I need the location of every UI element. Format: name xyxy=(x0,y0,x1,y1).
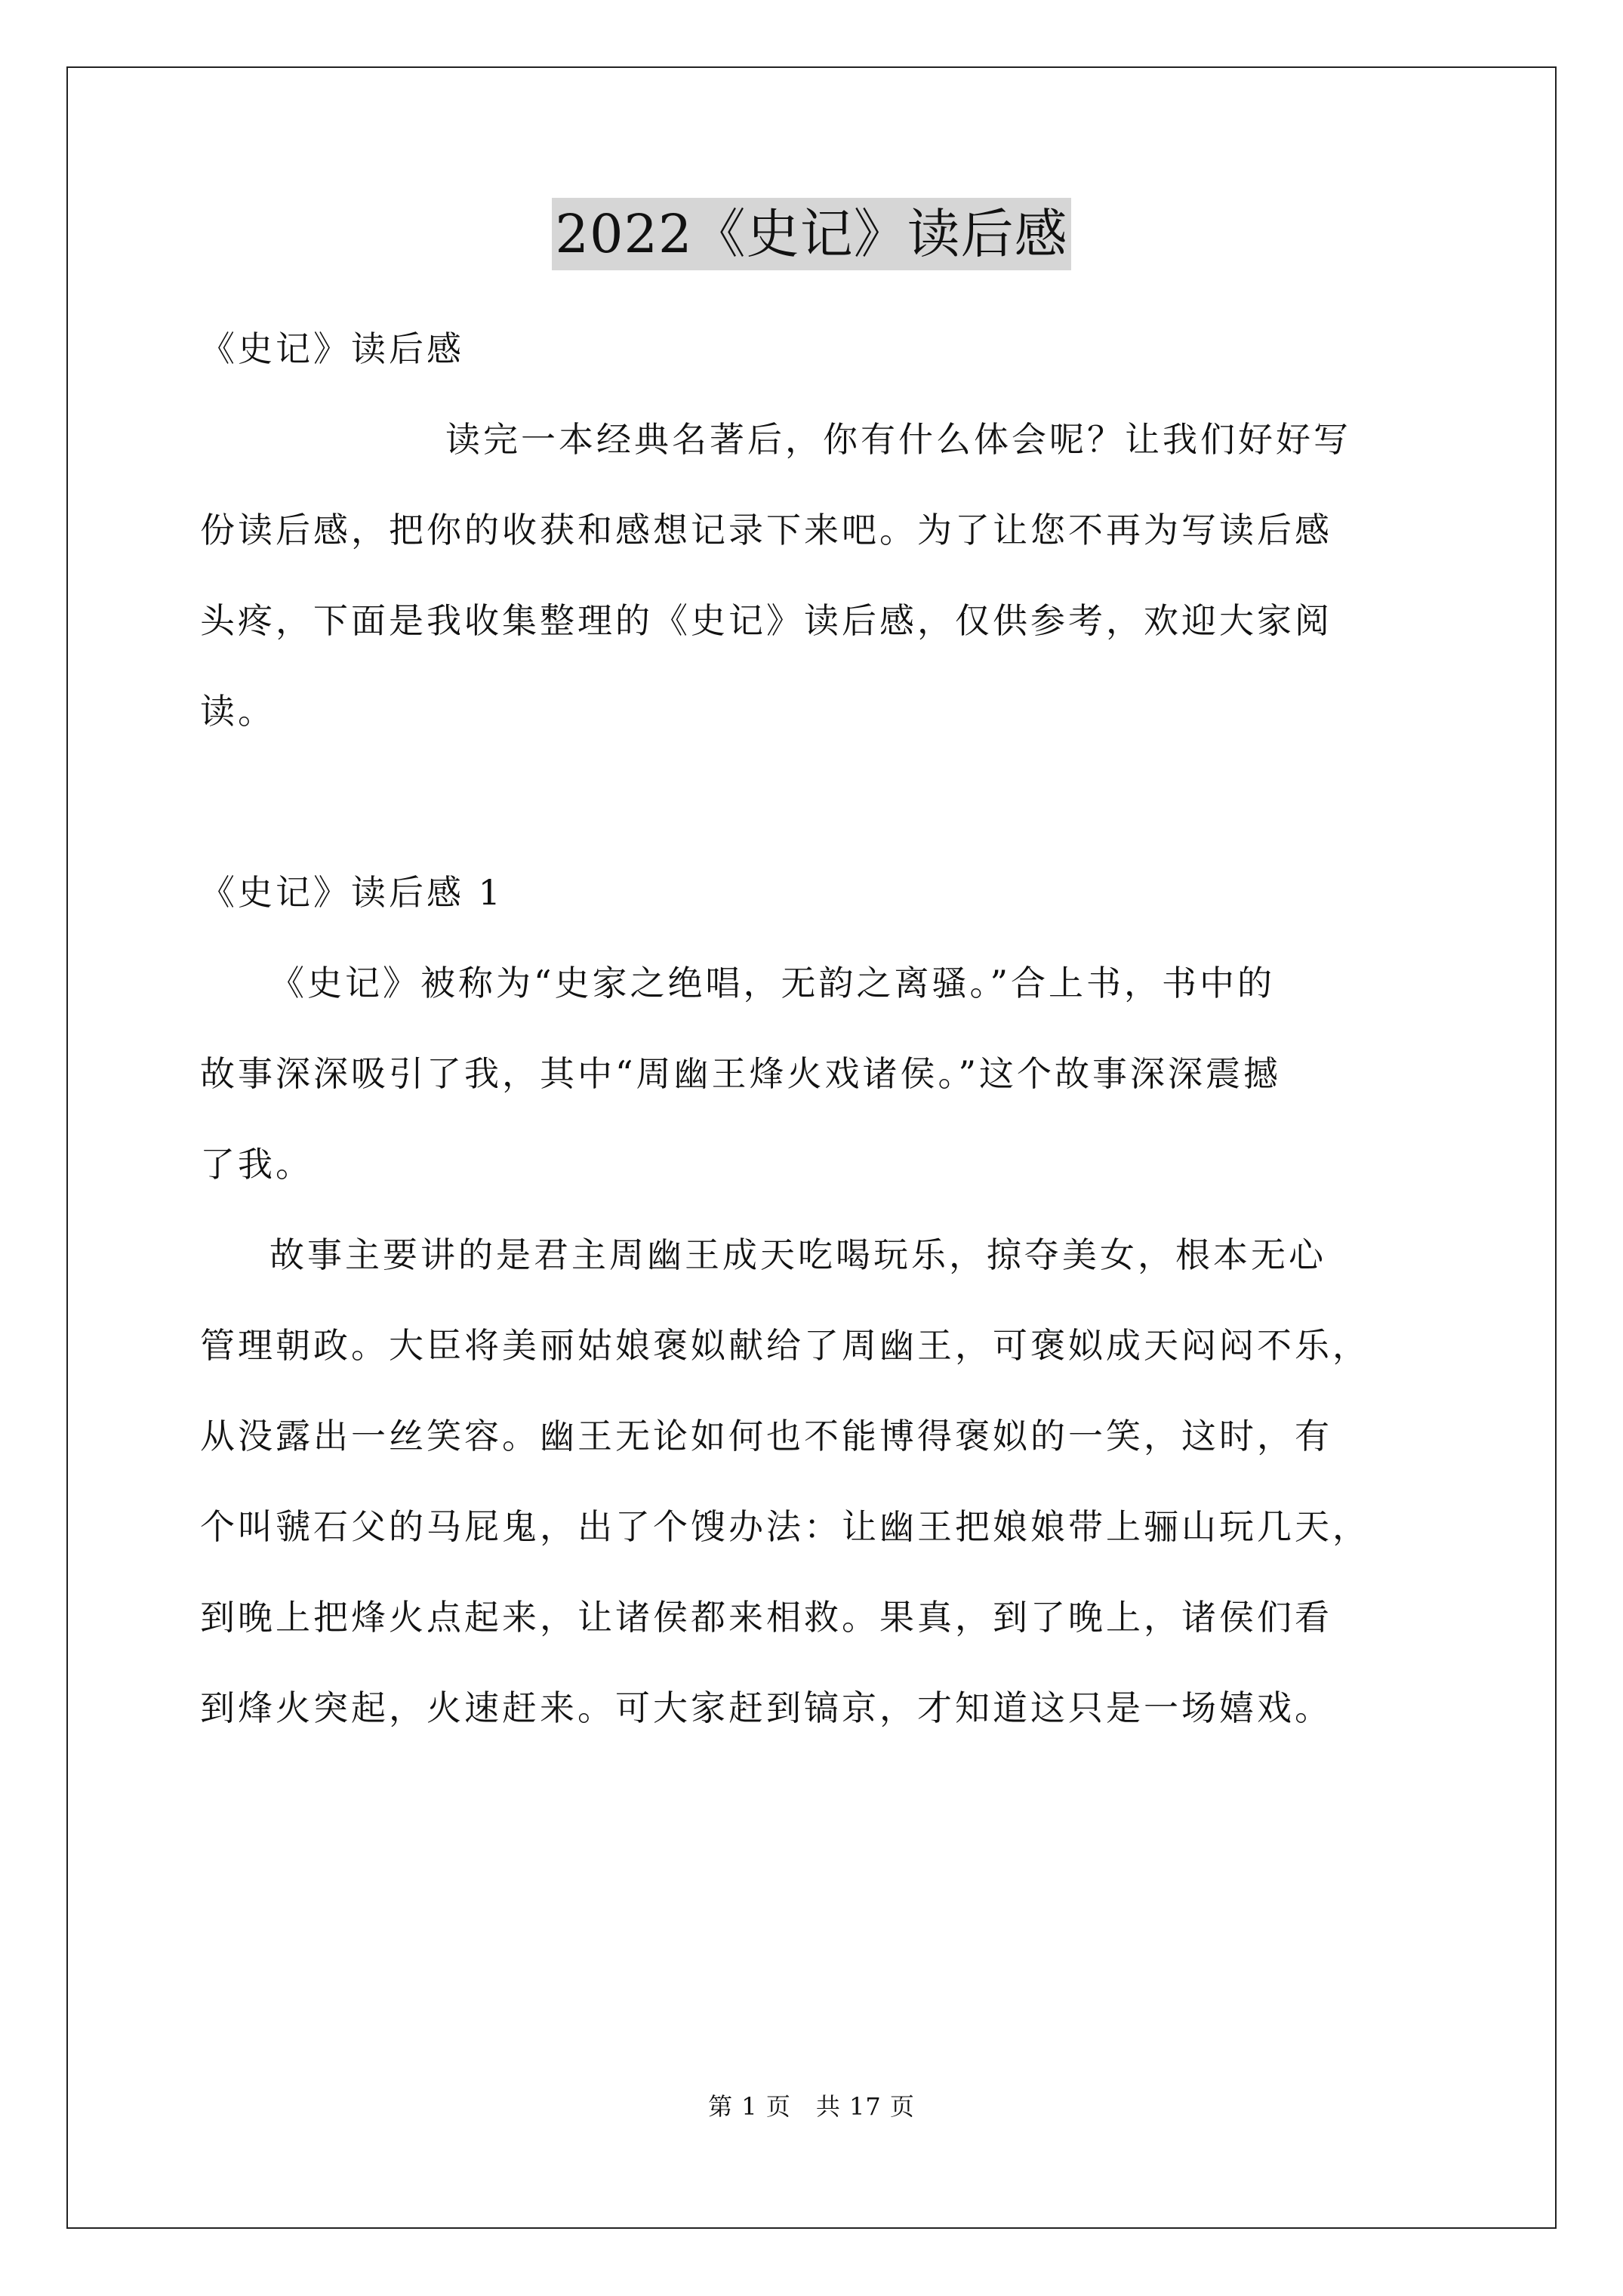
paragraph-line: 故事主要讲的是君主周幽王成天吃喝玩乐，掠夺美女，根本无心 xyxy=(269,1234,1326,1275)
subheading: 《史记》读后感 xyxy=(200,328,464,369)
intro-line: 读完一本经典名著后，你有什么体会呢？让我们好好写 xyxy=(445,419,1351,460)
paragraph-line: 到烽火突起，火速赶来。可大家赶到镐京，才知道这只是一场嬉戏。 xyxy=(200,1687,1332,1728)
paragraph-line: 了我。 xyxy=(200,1144,313,1185)
paragraph-line: 《史记》被称为“史家之绝唱，无韵之离骚。”合上书，书中的 xyxy=(269,963,1276,1003)
intro-line: 头疼，下面是我收集整理的《史记》读后感，仅供参考，欢迎大家阅 xyxy=(200,600,1332,641)
paragraph-line: 个叫虢石父的马屁鬼，出了个馊办法：让幽王把娘娘带上骊山玩几天， xyxy=(200,1506,1370,1547)
document-body xyxy=(200,304,1438,1753)
intro-line: 份读后感，把你的收获和感想记录下来吧。为了让您不再为写读后感 xyxy=(200,510,1332,550)
intro-line: 读。 xyxy=(200,691,276,732)
title-container xyxy=(0,198,1623,270)
paragraph-line: 管理朝政。大臣将美丽姑娘褒姒献给了周幽王，可褒姒成天闷闷不乐， xyxy=(200,1325,1370,1366)
paragraph-line: 到晚上把烽火点起来，让诸侯都来相救。果真，到了晚上，诸侯们看 xyxy=(200,1597,1332,1638)
section-heading: 《史记》读后感 1 xyxy=(200,872,504,913)
paragraph-gap xyxy=(200,757,1438,847)
page-number-footer: 第 1 页 共 17 页 xyxy=(708,2092,915,2121)
paragraph-line: 故事深深吸引了我，其中“周幽王烽火戏诸侯。”这个故事深深震撼 xyxy=(200,1053,1282,1094)
paragraph-line: 从没露出一丝笑容。幽王无论如何也不能博得褒姒的一笑，这时，有 xyxy=(200,1416,1332,1456)
document-title: 2022《史记》读后感 xyxy=(552,198,1070,270)
